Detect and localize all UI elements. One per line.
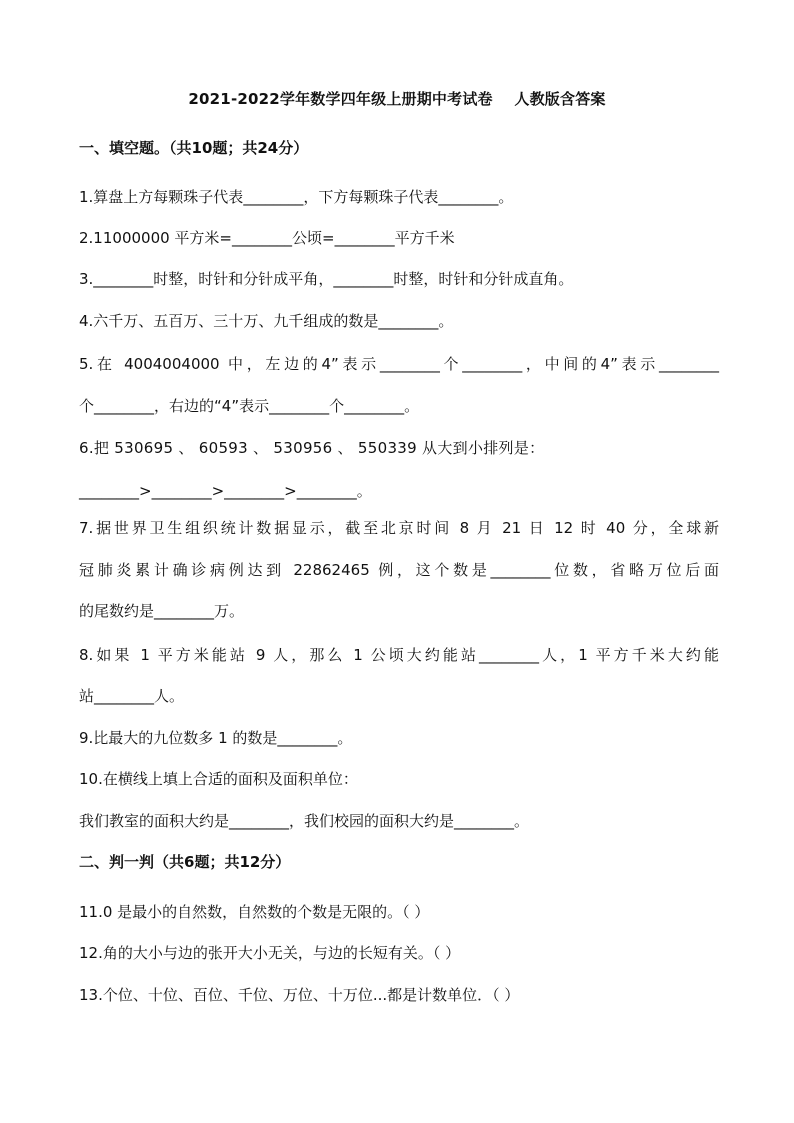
question-line: 12.角的大小与边的张开大小无关，与边的长短有关。（ ） (79, 944, 461, 962)
question-line: 个________，右边的“4”表示________个________。 (79, 397, 420, 415)
question-line: 我们教室的面积大约是________，我们校园的面积大约是________。 (79, 812, 530, 830)
question-line: 6.把 530695 、 60593 、 530956 、 550339 从大到小排列是： (79, 439, 545, 457)
question-line: ________>________>________>________。 (79, 482, 372, 500)
question-line: 7.据世界卫生组织统计数据显示，截至北京时间 8 月 21 日 12 时 40 分，全球新 (79, 519, 719, 537)
section-heading-true-false: 二、判一判（共6题；共12分） (79, 853, 291, 871)
question-line: 11.0 是最小的自然数，自然数的个数是无限的。（ ） (79, 903, 430, 921)
question-line: 的尾数约是________万。 (79, 602, 245, 620)
question-line: 8.如果 1 平方米能站 9 人，那么 1 公顷大约能站________人，1 平方千米大约能 (79, 646, 719, 664)
question-line: 13.个位、十位、百位、千位、万位、十万位...都是计数单位．（ ） (79, 986, 520, 1004)
question-line: 9.比最大的九位数多 1 的数是________。 (79, 729, 353, 747)
question-line: 1.算盘上方每颗珠子代表________，下方每颗珠子代表________。 (79, 188, 514, 206)
question-line: 3.________时整，时针和分针成平角，________时整，时针和分针成直角。 (79, 270, 574, 288)
page-title: 2021-2022学年数学四年级上册期中考试卷 人教版含答案 (188, 90, 606, 108)
question-line: 5.在 4004004000 中，左边的4”表示________个________，中间的4”表示________ (79, 355, 719, 373)
question-line: 10.在横线上填上合适的面积及面积单位： (79, 770, 358, 788)
question-line: 4.六千万、五百万、三十万、九千组成的数是________。 (79, 312, 454, 330)
section-heading-fill-blank: 一、填空题。（共10题；共24分） (79, 139, 309, 157)
question-line: 站________人。 (79, 687, 185, 705)
question-line: 冠肺炎累计确诊病例达到 22862465 例，这个数是________位数，省略万位后面 (79, 561, 719, 579)
question-line: 2.11000000 平方米=________公顷=________平方千米 (79, 229, 455, 247)
